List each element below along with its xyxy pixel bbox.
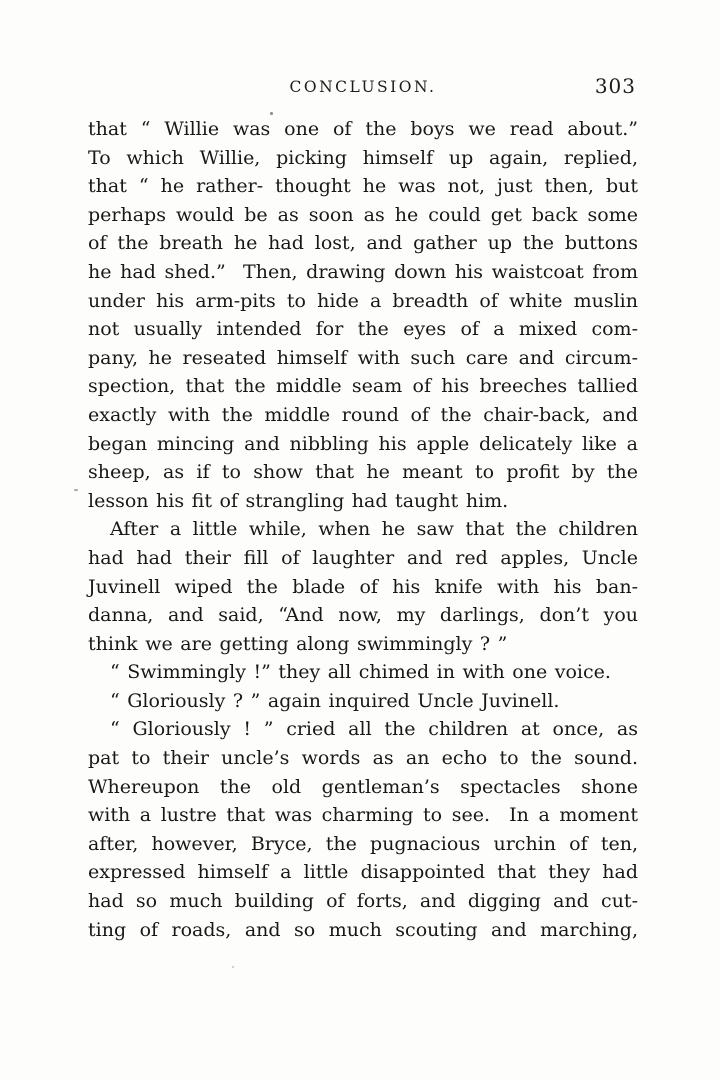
text-line: of the breath he had lost, and gather up the buttons <box>88 232 638 255</box>
text-block <box>88 115 638 944</box>
text-line: “ Swimmingly !” they all chimed in with one voice. <box>110 661 611 684</box>
text-line: that “ he rather- thought he was not, just then, but <box>88 175 638 198</box>
text-line: lesson his fit of strangling had taught him. <box>88 489 509 512</box>
text-line: expressed himself a little disappointed that they had <box>88 861 638 884</box>
text-line: After a little while, when he saw that the children <box>110 518 638 541</box>
text-line: sheep, as if to show that he meant to profit by the <box>88 461 638 484</box>
scan-speck <box>270 112 273 115</box>
text-line: had so much building of forts, and digging and cut- <box>88 890 638 913</box>
text-line: ting of roads, and so much scouting and marching, <box>88 918 638 941</box>
text-line: spection, that the middle seam of his breeches tallied <box>88 375 638 398</box>
text-line: To which Willie, picking himself up again, replied, <box>88 146 638 169</box>
text-line: had had their fill of laughter and red apples, Uncle <box>88 546 638 569</box>
running-head <box>88 74 638 98</box>
text-line: under his arm-pits to hide a breadth of white muslin <box>88 289 638 312</box>
text-line: Juvinell wiped the blade of his knife with his ban- <box>88 575 638 598</box>
text-line: “ Gloriously ? ” again inquired Uncle Juvinell. <box>110 689 560 712</box>
text-line: after, however, Bryce, the pugnacious urchin of ten, <box>88 832 638 855</box>
page-title: CONCLUSION. <box>289 78 437 96</box>
page-number: 303 <box>594 74 636 98</box>
text-line: with a lustre that was charming to see. In a moment <box>88 804 638 827</box>
text-line: perhaps would be as soon as he could get back some <box>88 203 638 226</box>
text-line: began mincing and nibbling his apple delicately like a <box>88 432 638 455</box>
text-line: Whereupon the old gentleman’s spectacles shone <box>88 775 638 798</box>
text-line: not usually intended for the eyes of a mixed com- <box>88 318 638 341</box>
scan-speck <box>232 966 234 968</box>
text-line: that “ Willie was one of the boys we read about.” <box>88 118 638 140</box>
text-line: “ Gloriously ! ” cried all the children at once, as <box>110 718 638 741</box>
text-line: danna, and said, “And now, my darlings, don’t you <box>88 604 638 627</box>
text-line: he had shed.” Then, drawing down his waistcoat from <box>88 260 638 283</box>
text-line: pany, he reseated himself with such care and circum- <box>88 346 638 369</box>
text-line: think we are getting along swimmingly ? ” <box>88 632 508 655</box>
text-line: exactly with the middle round of the chair-back, and <box>88 403 638 426</box>
scan-speck <box>74 489 78 491</box>
text-line: pat to their uncle’s words as an echo to the sound. <box>88 747 638 770</box>
